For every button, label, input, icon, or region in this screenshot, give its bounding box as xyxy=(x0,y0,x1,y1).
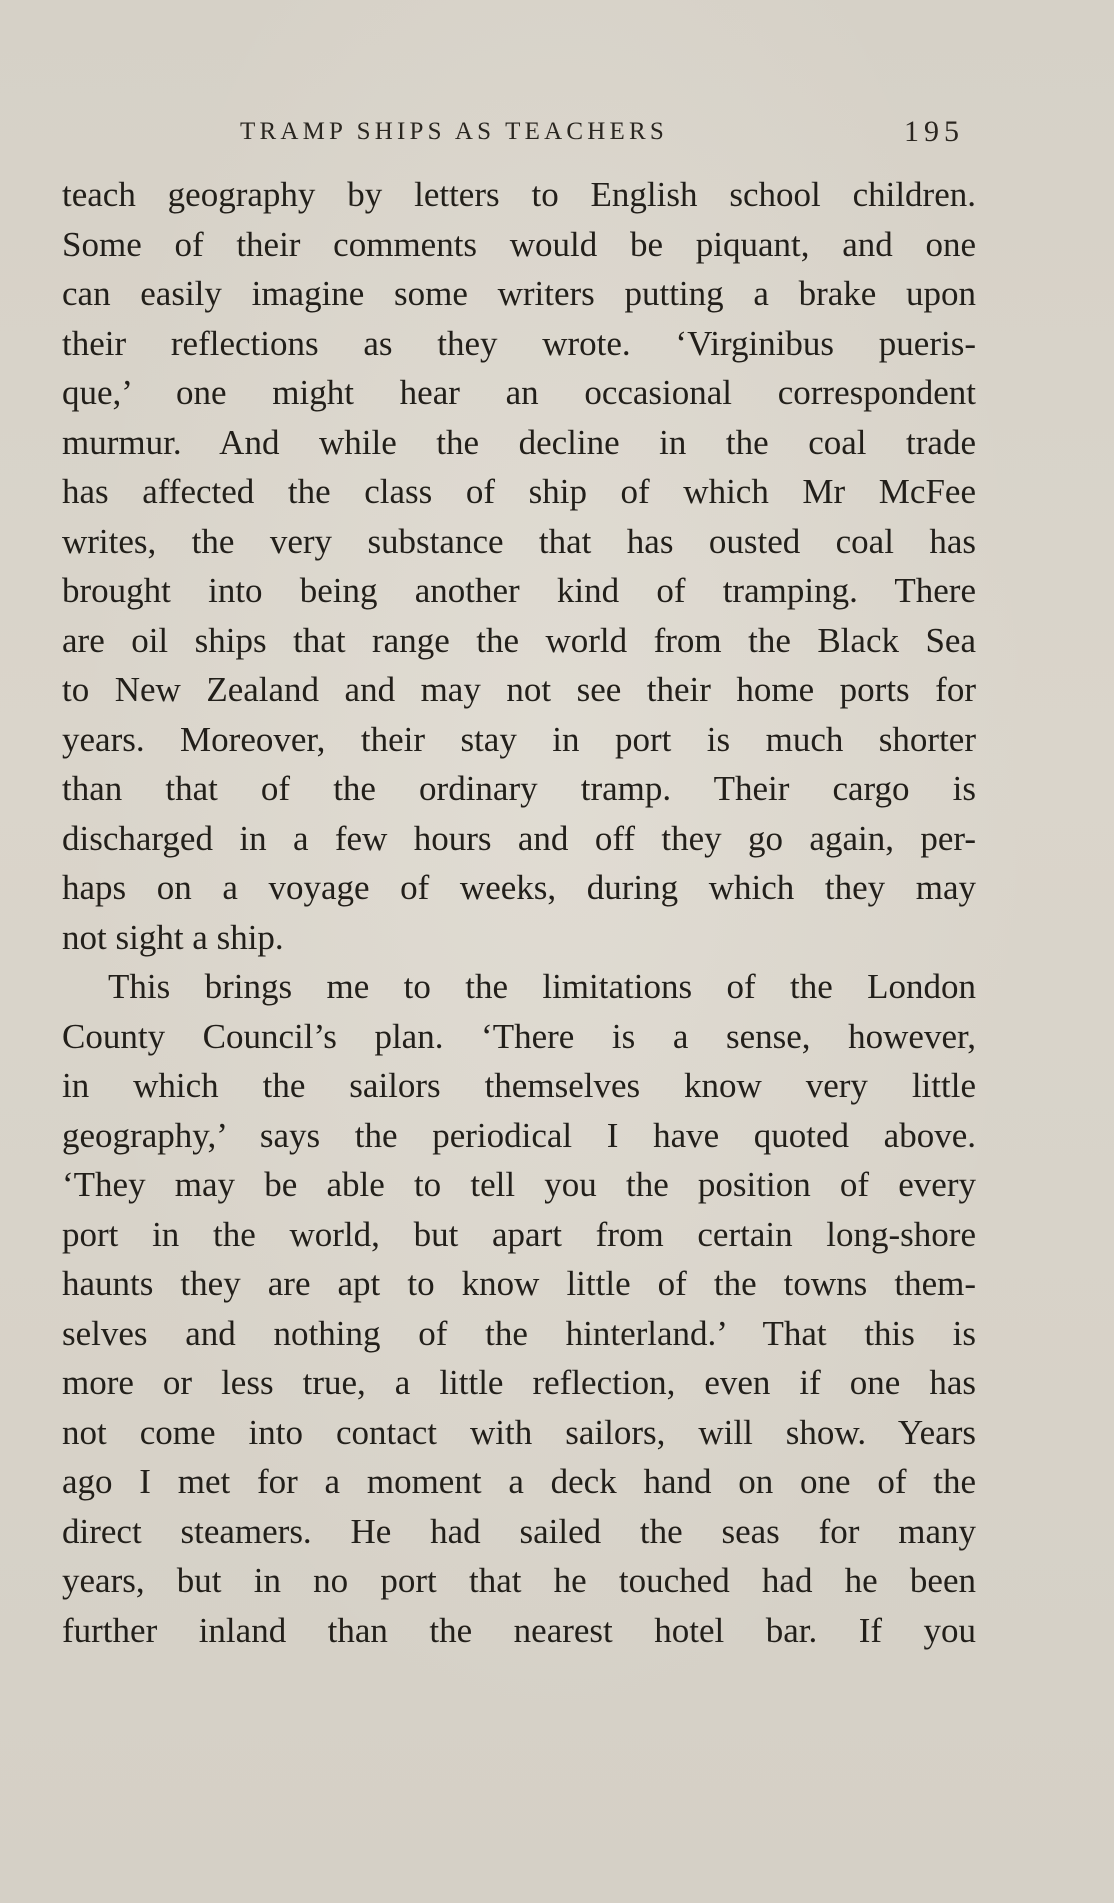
text-line: writes, the very substance that has ousted coal has xyxy=(62,521,976,561)
text-line: murmur. And while the decline in the coal trade xyxy=(62,422,976,462)
text-line: than that of the ordinary tramp. Their cargo is xyxy=(62,769,976,808)
text-line: to New Zealand and may not see their home ports for xyxy=(62,670,976,709)
text-line: can easily imagine some writers putting a brake upon xyxy=(62,274,976,313)
text-line: ‘They may be able to tell you the position of every xyxy=(62,1165,976,1204)
text-line: in which the sailors themselves know very little xyxy=(62,1066,976,1105)
text-line: brought into being another kind of tramping. There xyxy=(62,571,976,610)
text-line: haunts they are apt to know little of the towns them- xyxy=(62,1264,976,1303)
text-line: direct steamers. He had sailed the seas for many xyxy=(62,1511,976,1551)
text-line: geography,’ says the periodical I have quoted above. xyxy=(62,1115,976,1155)
running-title: TRAMP SHIPS AS TEACHERS xyxy=(240,118,668,145)
text-line: This brings me to the limitations of the London xyxy=(108,967,976,1006)
text-line: que,’ one might hear an occasional correspondent xyxy=(62,373,976,412)
text-line: port in the world, but apart from certain long-shore xyxy=(62,1214,976,1254)
text-line: ago I met for a moment a deck hand on one of the xyxy=(62,1462,976,1501)
text-line: Some of their comments would be piquant, and one xyxy=(62,224,976,264)
text-line: not sight a ship. xyxy=(62,917,284,957)
text-line: has affected the class of ship of which Mr McFee xyxy=(62,472,976,511)
text-line: not come into contact with sailors, will show. Years xyxy=(62,1412,976,1452)
text-line: haps on a voyage of weeks, during which they may xyxy=(62,868,976,907)
text-line: discharged in a few hours and off they go again, per- xyxy=(62,818,976,858)
text-line: their reflections as they wrote. ‘Virginibus pueris- xyxy=(62,323,976,363)
body-text xyxy=(62,170,976,1655)
text-line: more or less true, a little reflection, even if one has xyxy=(62,1363,976,1402)
text-line: years. Moreover, their stay in port is much shorter xyxy=(62,719,976,759)
text-line: teach geography by letters to English school children. xyxy=(62,175,976,214)
running-head xyxy=(0,112,1114,152)
text-line: County Council’s plan. ‘There is a sense, however, xyxy=(62,1016,976,1056)
text-line: are oil ships that range the world from the Black Sea xyxy=(62,620,976,660)
text-line: selves and nothing of the hinterland.’ That this is xyxy=(62,1313,976,1353)
text-line: years, but in no port that he touched had he been xyxy=(62,1561,976,1600)
text-line: further inland than the nearest hotel bar. If you xyxy=(62,1610,976,1650)
page-number: 195 xyxy=(904,115,964,148)
